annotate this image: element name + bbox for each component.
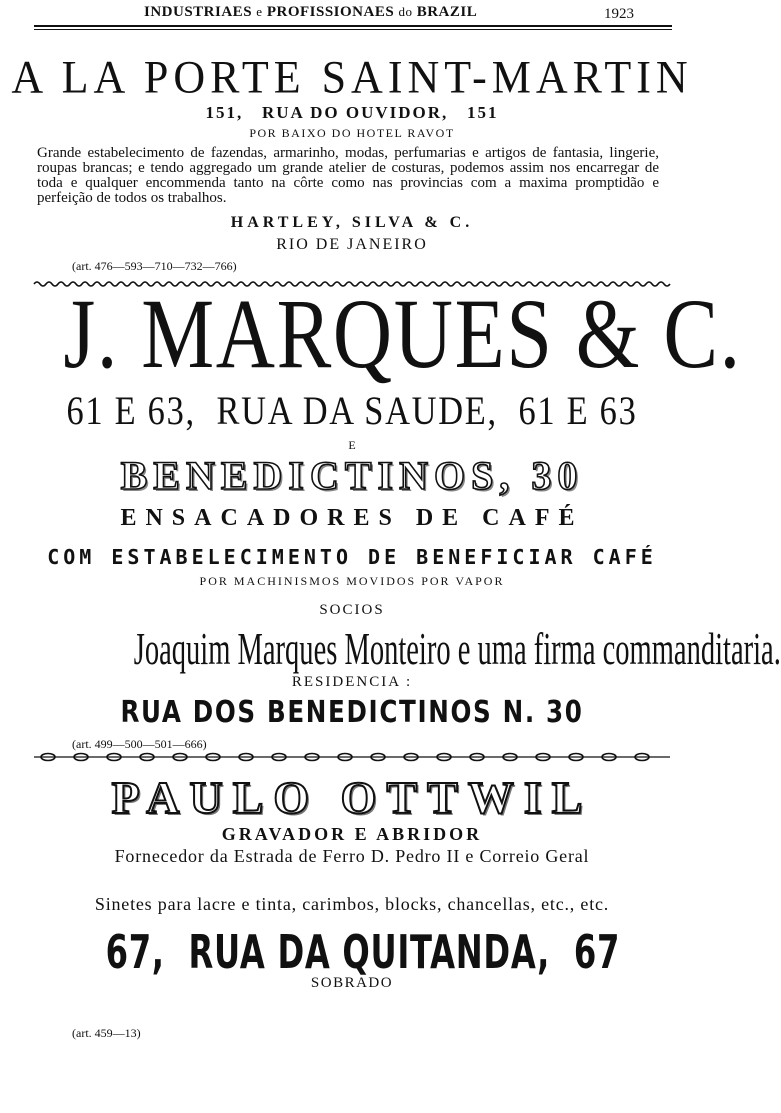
ad2-machines: POR MACHINISMOS MOVIDOS POR VAPOR — [199, 574, 505, 588]
ad2-address: 61 E 63, RUA DA SAUDE, 61 E 63 — [66, 388, 638, 433]
ad2-establishment: COM ESTABELECIMENTO DE BENEFICIAR CAFÉ — [47, 545, 657, 569]
ad2-residence-label: RESIDENCIA : — [291, 674, 413, 690]
ad1-name: A LA PORTE SAINT-MARTIN — [11, 51, 693, 104]
ad2-partners: Joaquim Marques Monteiro e uma firma commanditaria. — [133, 623, 781, 674]
ad2-residence: RUA DOS BENEDICTINOS N. 30 — [120, 695, 584, 730]
header-title-b: PROFISSIONAES — [266, 4, 395, 20]
ad2-partners-label: SOCIOS — [319, 602, 385, 618]
chain-divider — [34, 752, 670, 762]
ad3-art-ref: (art. 459—13) — [72, 1026, 141, 1040]
page-number: 1923 — [604, 6, 634, 22]
ad2-conjunction: E — [348, 438, 356, 452]
ad2-street2: BENEDICTINOS, 30 — [120, 453, 584, 498]
header-title-e: e — [256, 4, 263, 19]
ad3-products: Sinetes para lacre e tinta, carimbos, blocks, chancellas, etc., etc. — [94, 894, 610, 914]
ad3-floor: SOBRADO — [310, 975, 394, 991]
ad2-name: J. MARQUES & C. — [63, 278, 742, 389]
ad3-address: 67, RUA DA QUITANDA, 67 — [105, 925, 621, 979]
ad2-trade: ENSACADORES DE CAFÉ — [120, 505, 584, 531]
ad1-address: 151, RUA DO OUVIDOR, 151 — [205, 103, 499, 122]
ad3-supplier: Fornecedor da Estrada de Ferro D. Pedro II e Correio Geral — [114, 846, 590, 866]
ad1-location: POR BAIXO DO HOTEL RAVOT — [249, 126, 455, 140]
ad3-trade: GRAVADOR E ABRIDOR — [221, 824, 483, 844]
ad3-name: PAULO OTTWIL — [111, 772, 593, 823]
ad1-firm: HARTLEY, SILVA & C. — [230, 214, 474, 231]
ad1-city: RIO DE JANEIRO — [276, 236, 428, 253]
running-header — [144, 4, 477, 21]
header-title-c: BRAZIL — [416, 4, 478, 20]
ad1-description: Grande estabelecimento de fazendas, armarinho, modas, perfumarias e artigos de fantasia, lingerie, roupas brancas; e tendo aggregado um grande atelier de costuras, podemos assim nos encarregar de toda e qualquer encommenda tanto na côrte como nas provincias com a maxima promptidão e perfeição de todos os trabalhos. — [37, 145, 659, 206]
ad1-art-ref: (art. 476—593—710—732—766) — [72, 259, 237, 273]
ad2-art-ref: (art. 499—500—501—666) — [72, 737, 207, 751]
header-title-do: do — [398, 4, 413, 19]
header-title-a: INDUSTRIAES — [144, 4, 253, 20]
header-rule-thin — [34, 29, 672, 30]
header-rule — [34, 25, 672, 27]
